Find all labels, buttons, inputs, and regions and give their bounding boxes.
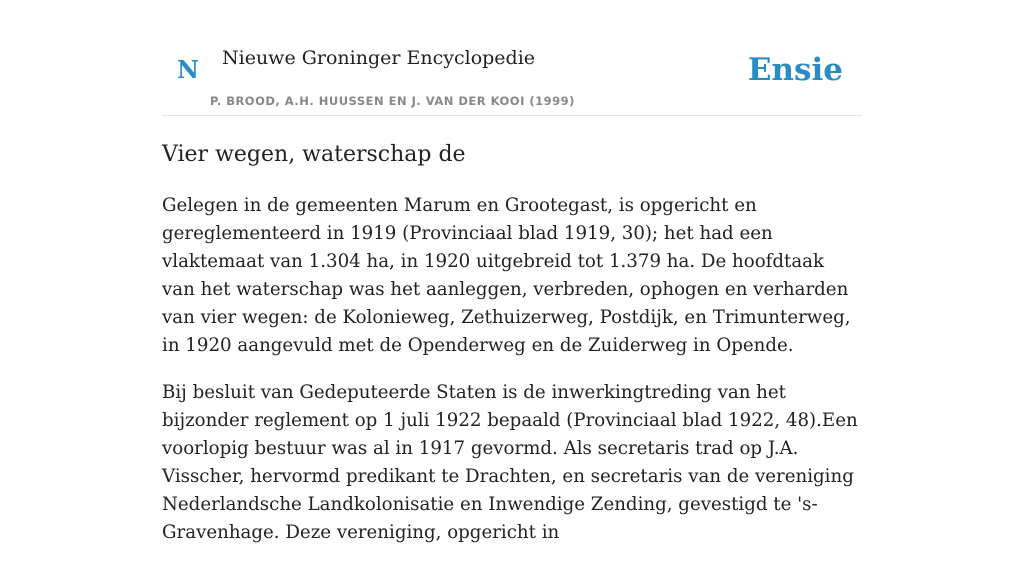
content-column (162, 0, 862, 543)
source-title-link[interactable]: Nieuwe Groninger Encyclopedie (222, 47, 536, 69)
source-logo-letter: N (177, 55, 199, 84)
page-title: Vier wegen, waterschap de (162, 142, 466, 167)
ensie-logo-link[interactable]: Ensie (747, 52, 843, 88)
source-header (162, 0, 862, 116)
article-body (162, 192, 862, 566)
article-paragraph: Gelegen in de gemeenten Marum en Grootegast, is opgericht en gereglementeerd in 1919 (Provinciaal blad 1919, 30); het had een vlaktemaat van 1.304 ha, in 1920 uitgebreid tot 1.379 ha. De hoofdtaak van het waterschap was het aanleggen, verbreden, ophogen en verharden van vier wegen: de Kolonieweg, Zethuizerweg, Postdijk, en Trimunterweg, in 1920 aangevuld met de Openderweg en de Zuiderweg in Opende. (162, 195, 851, 356)
source-authors: P. BROOD, A.H. HUUSSEN EN J. VAN DER KOOI (1999) (210, 94, 575, 108)
article-paragraph: Bij besluit van Gedeputeerde Staten is de inwerkingtreding van het bijzonder reglement op 1 juli 1922 bepaald (Provinciaal blad 1922, 48).Een voorlopig bestuur was al in 1917 gevormd. Als secretaris trad op J.A. Visscher, hervormd predikant te Drachten, en secretaris van de vereniging Nederlandsche Landkolonisatie en Inwendige Zending, gevestigd te 's-Gravenhage. Deze vereniging, opgericht in (162, 382, 858, 543)
